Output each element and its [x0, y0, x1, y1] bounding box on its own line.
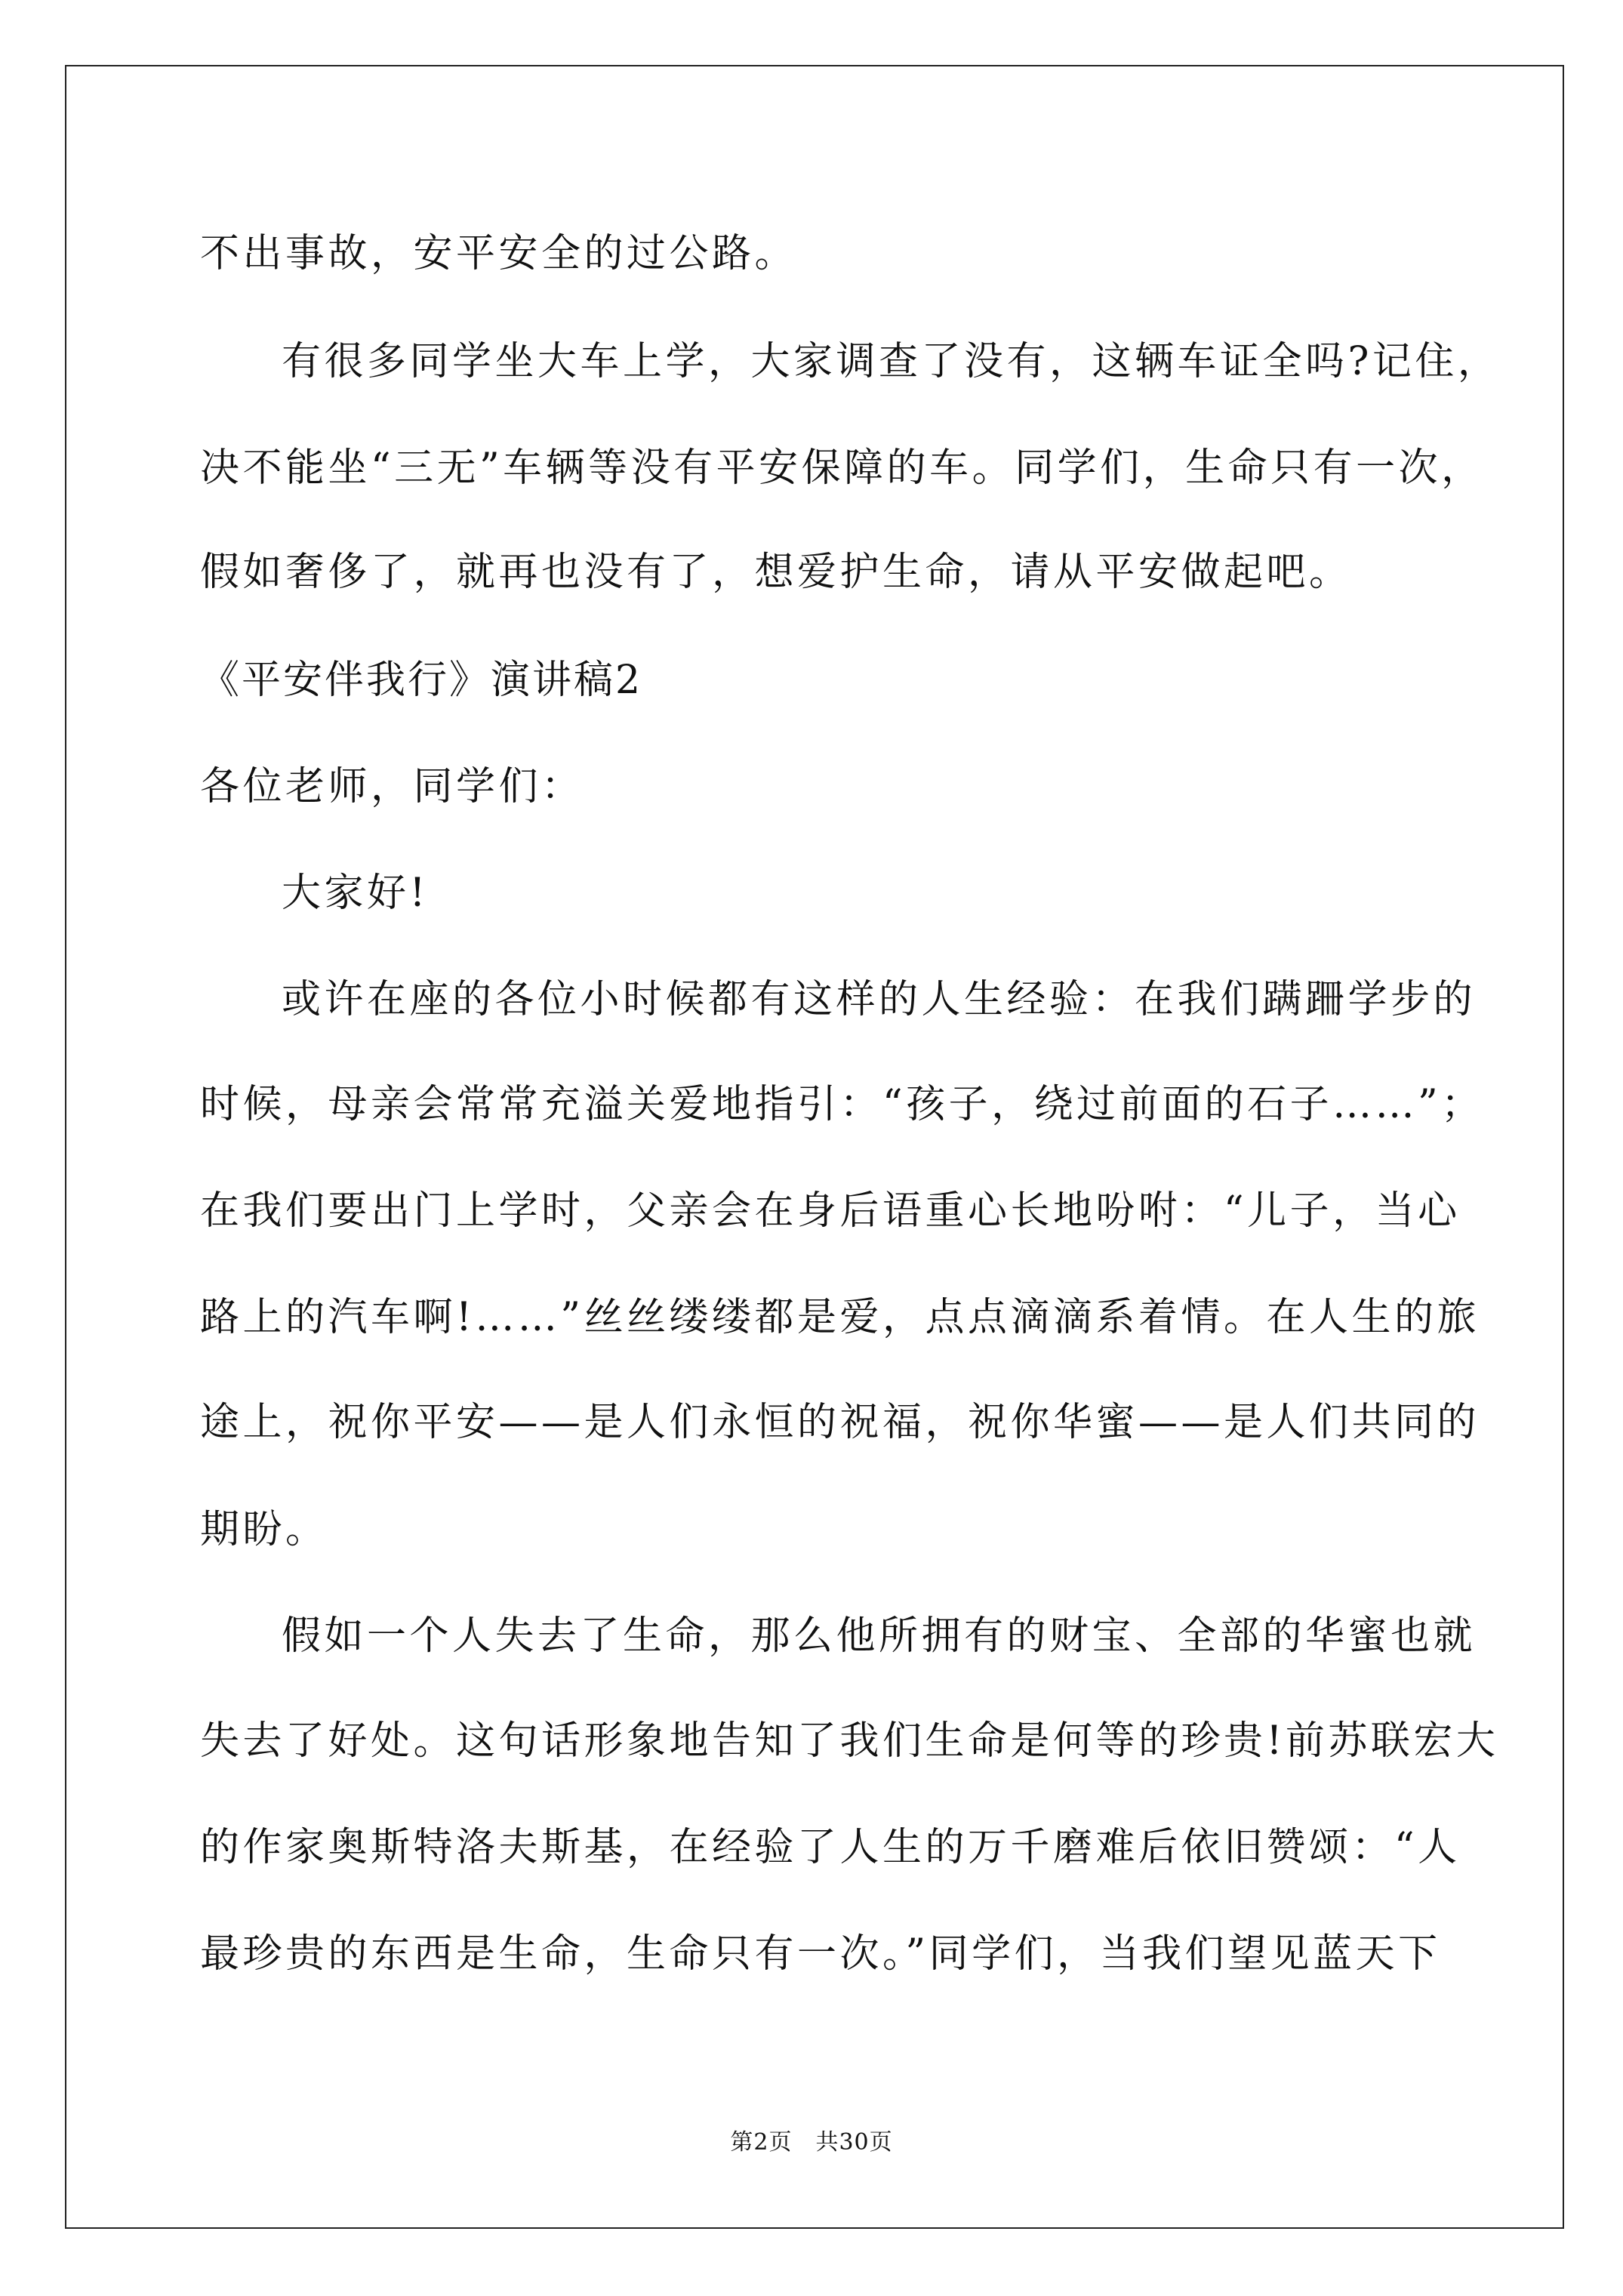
paragraph-line: 假如奢侈了，就再也没有了，想爱护生命，请从平安做起吧。 [200, 550, 1352, 595]
paragraph-line: 最珍贵的东西是生命，生命只有一次。”同学们，当我们望见蓝天下 [200, 1931, 1441, 1977]
paragraph-line: 决不能坐“三无”车辆等没有平安保障的车。同学们，生命只有一次， [200, 445, 1484, 491]
greeting: 大家好! [282, 871, 429, 916]
page-number: 第2页 共30页 [730, 2129, 893, 2156]
paragraph-line: 时候，母亲会常常充溢关爱地指引：“孩子，绕过前面的石子……”； [200, 1082, 1484, 1127]
paragraph-line: 不出事故，安平安全的过公路。 [200, 231, 798, 276]
paragraph-line: 途上，祝你平安——是人们永恒的祝福，祝你华蜜——是人们共同的 [200, 1400, 1480, 1445]
paragraph-line: 在我们要出门上学时，父亲会在身后语重心长地吩咐：“儿子，当心 [200, 1188, 1461, 1234]
paragraph-line: 假如一个人失去了生命，那么他所拥有的财宝、全部的华蜜也就 [282, 1613, 1477, 1659]
paragraph-line: 的作家奥斯特洛夫斯基，在经验了人生的万千磨难后依旧赞颂：“人 [200, 1825, 1461, 1870]
paragraph-line: 或许在座的各位小时候都有这样的人生经验：在我们蹒跚学步的 [282, 977, 1477, 1022]
section-heading: 《平安伴我行》演讲稿2 [200, 658, 643, 703]
paragraph-line: 有很多同学坐大车上学，大家调查了没有，这辆车证全吗?记住， [282, 339, 1501, 384]
paragraph-line: 路上的汽车啊!……”丝丝缕缕都是爱，点点滴滴系着情。在人生的旅 [200, 1295, 1480, 1340]
paragraph-line: 失去了好处。这句话形象地告知了我们生命是何等的珍贵!前苏联宏大 [200, 1718, 1499, 1764]
paragraph-line: 期盼。 [200, 1507, 328, 1552]
salutation: 各位老师，同学们： [200, 764, 584, 809]
